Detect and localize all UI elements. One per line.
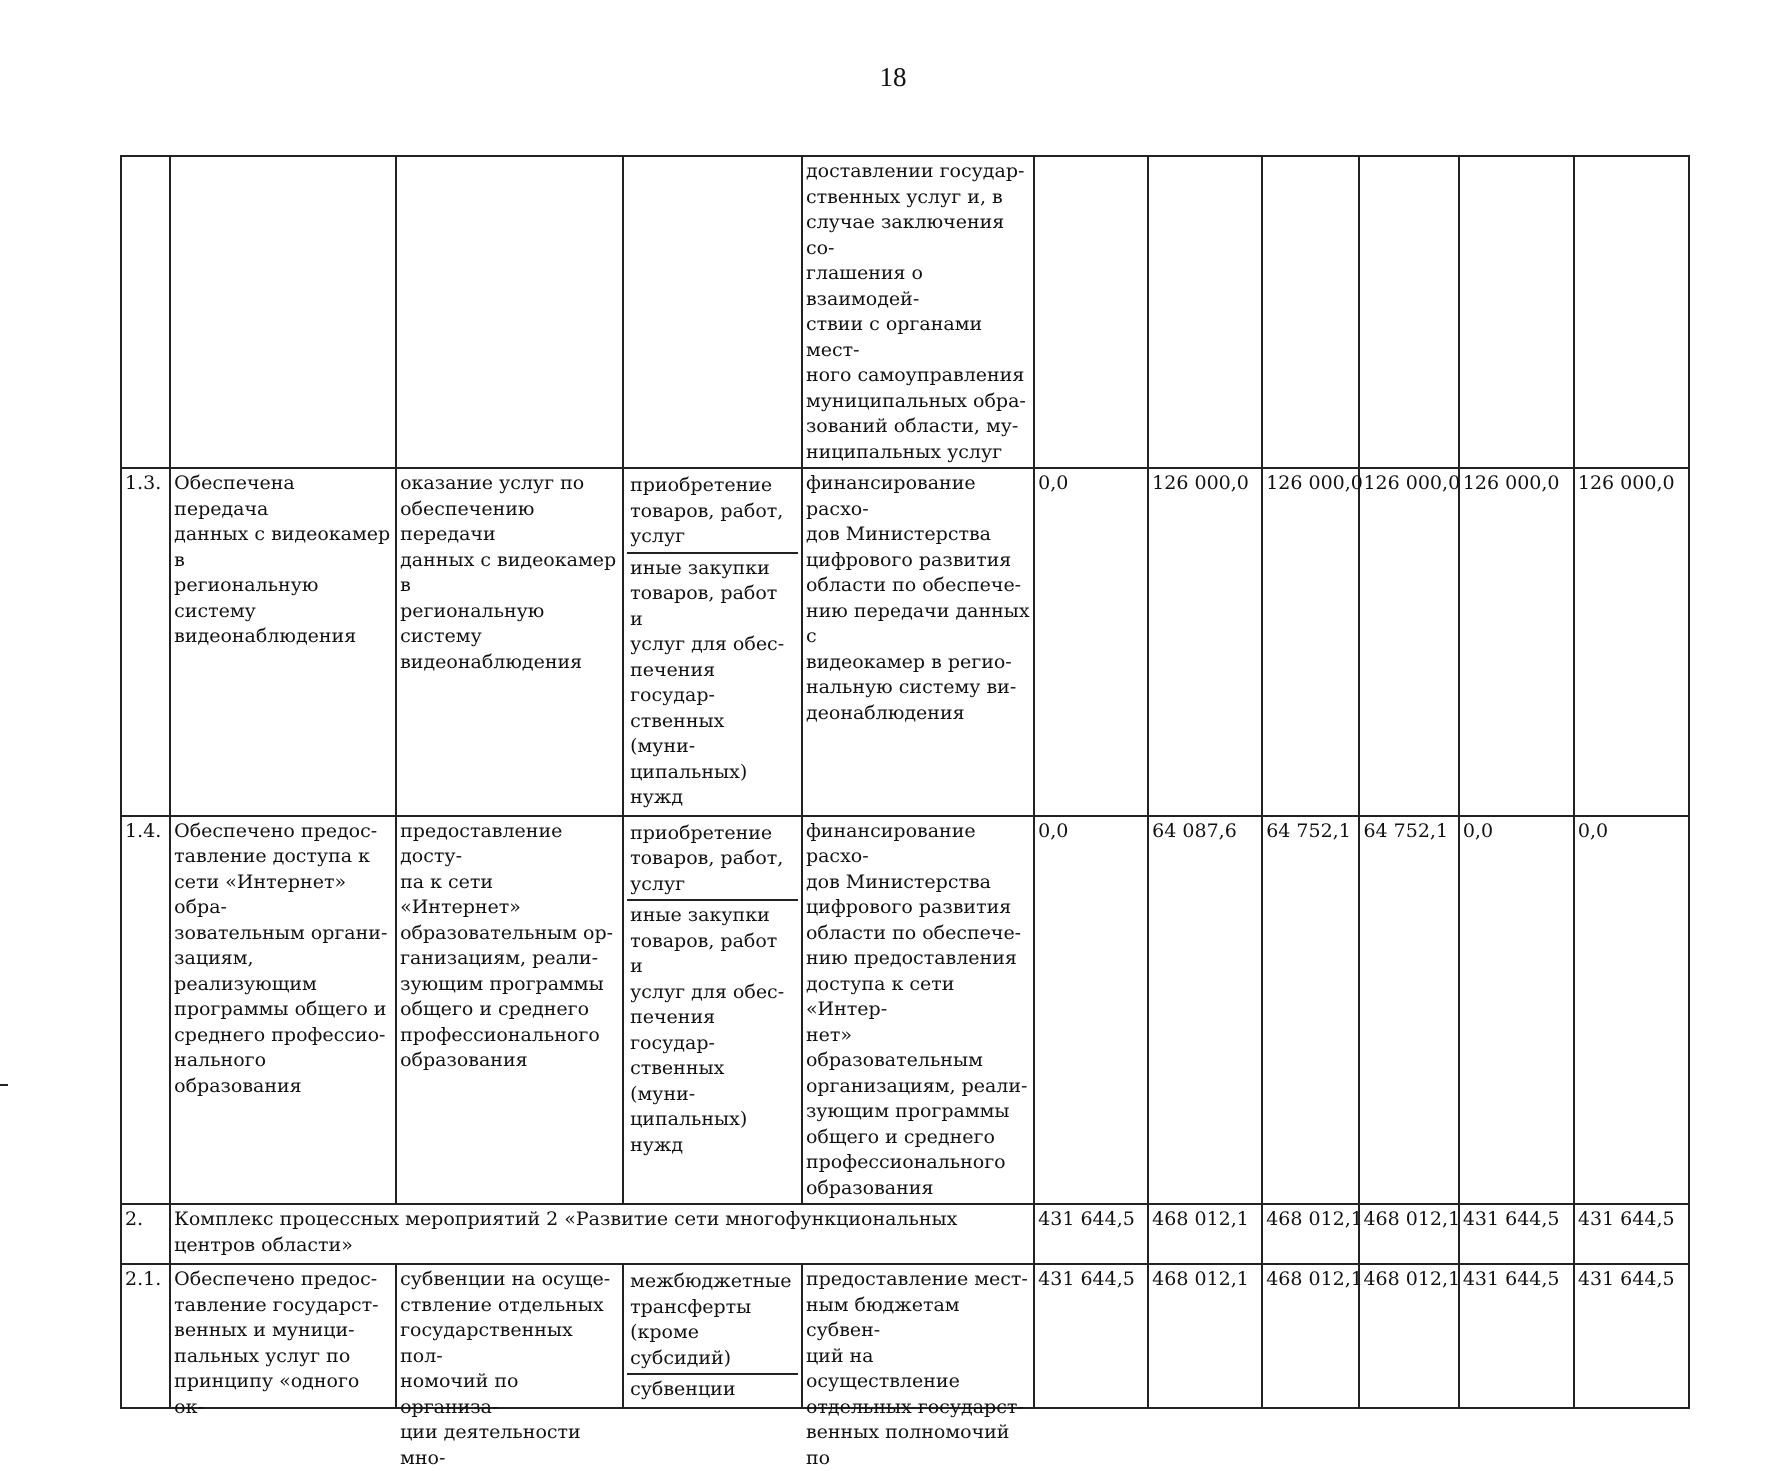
expense-type-main: межбюджетные трансферты (кроме субсидий) xyxy=(630,1270,792,1369)
value-cell xyxy=(1262,156,1359,468)
value-cell: 468 012,1 xyxy=(1262,1204,1359,1264)
row-number: 2. xyxy=(121,1204,170,1264)
value-cell: 431 644,5 xyxy=(1459,1264,1574,1408)
description-cell: финансирование расхо- дов Министерства цифрового развития области по обеспече- нию передачи данных с видеокамер в регио- нальную систему ви- деонаблюдения xyxy=(802,468,1034,816)
page-number: 18 xyxy=(879,62,907,92)
value-cell: 126 000,0 xyxy=(1359,468,1458,816)
value-cell: 64 752,1 xyxy=(1359,816,1458,1205)
direction-cell: предоставление досту- па к сети «Интернет» образовательным ор- ганизациям, реали- зующим программы общего и среднего профессионального образования xyxy=(396,816,623,1205)
direction-text: субвенции на осуще- ствление отдельных государственных пол- номочий по организа- ции деятельности мно- xyxy=(400,1268,611,1469)
row-number: 1.4. xyxy=(121,816,170,1205)
value-cell xyxy=(1034,156,1148,468)
table-row xyxy=(121,468,1689,816)
expense-type-cell xyxy=(623,156,802,468)
direction-cell xyxy=(396,1264,623,1469)
result-cell xyxy=(170,156,396,468)
expense-type-sub: иные закупки товаров, работ и услуг для обес- печения государ- ственных (муни- ципальных) нужд xyxy=(627,899,798,1160)
value-cell: 431 644,5 xyxy=(1574,1264,1689,1408)
direction-cell xyxy=(396,156,623,468)
value-cell xyxy=(1359,156,1458,468)
row-number: 2.1. xyxy=(121,1264,170,1408)
section-title-cell: Комплекс процессных мероприятий 2 «Развитие сети многофункциональных центров области» xyxy=(170,1204,1034,1264)
table-row xyxy=(121,1264,1689,1408)
expense-type-cell xyxy=(623,816,802,1205)
result-cell: Обеспечено предос- тавление доступа к сети «Интернет» обра- зовательным органи- зациям, реализующим программы общего и среднего профессио- нального образования xyxy=(170,816,396,1205)
result-text: Обеспечено предос- тавление государст- венных и муници- пальных услуг по принципу «одного ок- xyxy=(174,1268,379,1418)
value-cell: 126 000,0 xyxy=(1459,468,1574,816)
row-number: 1.3. xyxy=(121,468,170,816)
value-cell: 64 087,6 xyxy=(1148,816,1262,1205)
description-text: предоставление мест- ным бюджетам субвен- ций на осуществление отдельных государст- венных полномочий по xyxy=(805,1268,1028,1469)
value-cell: 431 644,5 xyxy=(1034,1264,1148,1408)
value-cell: 0,0 xyxy=(1459,816,1574,1205)
margin-mark xyxy=(0,1084,8,1086)
expense-type-sub: иные закупки товаров, работ и услуг для обес- печения государ- ственных (муни- ципальных) нужд xyxy=(627,552,798,813)
value-cell: 126 000,0 xyxy=(1574,468,1689,816)
row-number xyxy=(121,156,170,468)
value-cell: 431 644,5 xyxy=(1034,1204,1148,1264)
description-cell: финансирование расхо- дов Министерства цифрового развития области по обеспече- нию предоставления доступа к сети «Интер- нет» образовательным организациям, реали- зующим программы общего и среднего профессионального образования xyxy=(802,816,1034,1205)
value-cell: 126 000,0 xyxy=(1262,468,1359,816)
value-cell: 126 000,0 xyxy=(1148,468,1262,816)
expense-type-cell xyxy=(623,468,802,816)
value-cell: 468 012,1 xyxy=(1148,1264,1262,1408)
value-cell xyxy=(1574,156,1689,468)
value-cell: 0,0 xyxy=(1034,468,1148,816)
description-cell: доставлении государ- ственных услуг и, в случае заключения со- глашения о взаимодей- ствии с органами мест- ного самоуправления муниципальных обра- зований области, му- ниципальных услуг xyxy=(802,156,1034,468)
budget-table xyxy=(120,155,1690,1469)
result-cell xyxy=(170,1264,396,1418)
table-row xyxy=(121,816,1689,1205)
value-cell: 0,0 xyxy=(1574,816,1689,1205)
value-cell xyxy=(1459,156,1574,468)
expense-type-main: приобретение товаров, работ, услуг xyxy=(630,474,784,547)
value-cell: 468 012,1 xyxy=(1359,1204,1458,1264)
value-cell: 431 644,5 xyxy=(1459,1204,1574,1264)
expense-type-main: приобретение товаров, работ, услуг xyxy=(630,821,784,895)
description-cell xyxy=(802,1264,1034,1469)
value-cell: 64 752,1 xyxy=(1262,816,1359,1205)
value-cell xyxy=(1148,156,1262,468)
expense-type-cell xyxy=(623,1264,802,1408)
table-row xyxy=(121,156,1689,468)
expense-type-sub: субвенции xyxy=(627,1373,798,1405)
direction-cell: оказание услуг по обеспечению передачи данных с видеокамер в региональную систему видеонаблюдения xyxy=(396,468,623,816)
table-row xyxy=(121,1204,1689,1264)
value-cell: 468 012,1 xyxy=(1359,1264,1458,1408)
result-cell: Обеспечена передача данных с видеокамер в региональную систему видеонаблюдения xyxy=(170,468,396,816)
value-cell: 0,0 xyxy=(1034,816,1148,1205)
value-cell: 468 012,1 xyxy=(1148,1204,1262,1264)
value-cell: 468 012,1 xyxy=(1262,1264,1359,1408)
value-cell: 431 644,5 xyxy=(1574,1204,1689,1264)
